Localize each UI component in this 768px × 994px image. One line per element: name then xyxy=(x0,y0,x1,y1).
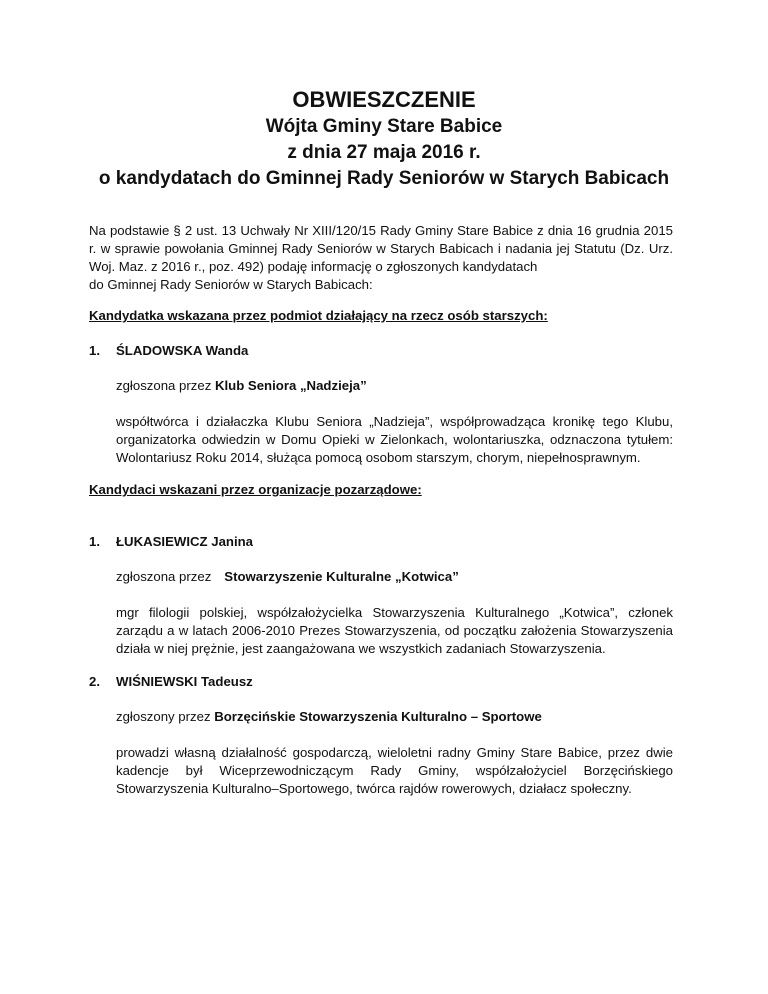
document-title: OBWIESZCZENIE xyxy=(292,87,476,112)
candidate-entry xyxy=(89,673,673,798)
candidate-number: 2. xyxy=(89,674,100,689)
nominating-organization: Borzęcińskie Stowarzyszenia Kulturalno – Sportowe xyxy=(214,709,542,724)
intro-paragraph xyxy=(89,222,673,294)
nominated-prefix: zgłoszona przez xyxy=(116,569,212,584)
candidate-name-row xyxy=(89,342,673,360)
candidate-name-row xyxy=(89,673,673,691)
nomination-line xyxy=(116,377,673,395)
section-heading-ngo: Kandydaci wskazani przez organizacje pozarządowe: xyxy=(89,482,422,497)
section-heading-senior-organizations: Kandydatka wskazana przez podmiot działający na rzecz osób starszych: xyxy=(89,308,548,323)
intro-text: Na podstawie § 2 ust. 13 Uchwały Nr XIII/120/15 Rady Gminy Stare Babice z dnia 16 grudnia 2015 r. w sprawie powołania Gminnej Rady Seniorów w Starych Babicach i nadania jej Statutu (Dz. Urz. Woj. Maz. z 2016 r., poz. 492) podaję informację o zgłoszonych kandydatach xyxy=(89,223,673,274)
candidate-name-row xyxy=(89,533,673,551)
candidate-name: WIŚNIEWSKI Tadeusz xyxy=(116,674,253,689)
nominated-prefix: zgłoszona przez xyxy=(116,378,215,393)
nominated-prefix: zgłoszony przez xyxy=(116,709,215,724)
candidate-entry xyxy=(89,533,673,658)
candidate-description: prowadzi własną działalność gospodarczą, wieloletni radny Gminy Stare Babice, przez dwie kadencje był Wiceprzewodniczącym Rady Gminy, współzałożyciel Borzęcińskiego Stowarzyszenia Kulturalno–Sportowego, twórca rajdów rowerowych, działacz społeczny. xyxy=(116,745,673,796)
candidate-description: współtwórca i działaczka Klubu Seniora „Nadzieja”, współprowadząca kronikę tego Klubu, organizatorka odwiedzin w Domu Opieki w Zielonkach, wolontariuszka, odznaczona tytułem: Wolontariusz Roku 2014, służąca pomocą osobom starszym, chorym, niepełnosprawnym. xyxy=(116,414,673,465)
candidate-name: ŚLADOWSKA Wanda xyxy=(116,343,249,358)
subject-line: o kandydatach do Gminnej Rady Seniorów w Starych Babicach xyxy=(98,168,670,189)
candidate-description: mgr filologii polskiej, współzałożycielka Stowarzyszenia Kulturalnego „Kotwica”, członek zarządu a w latach 2006-2010 Prezes Stowarzyszenia, od początku założenia Stowarzyszenia działa w niej prężnie, jest zaangażowana we wszystkich zadaniach Stowarzyszenia. xyxy=(116,605,673,656)
candidate-entry xyxy=(89,342,673,467)
nomination-line xyxy=(116,568,673,586)
intro-last-line: do Gminnej Rady Seniorów w Starych Babicach: xyxy=(89,277,373,292)
issuer-line: Wójta Gminy Stare Babice xyxy=(265,116,503,137)
candidate-number: 1. xyxy=(89,343,100,358)
candidate-number: 1. xyxy=(89,534,100,549)
date-line: z dnia 27 maja 2016 r. xyxy=(287,142,481,163)
nomination-line xyxy=(116,708,673,726)
document-body xyxy=(89,222,673,798)
document-header xyxy=(0,86,768,192)
candidate-name: ŁUKASIEWICZ Janina xyxy=(116,534,254,549)
nominating-organization: Stowarzyszenie Kulturalne „Kotwica” xyxy=(224,569,459,584)
nominating-organization: Klub Seniora „Nadzieja” xyxy=(214,378,367,393)
